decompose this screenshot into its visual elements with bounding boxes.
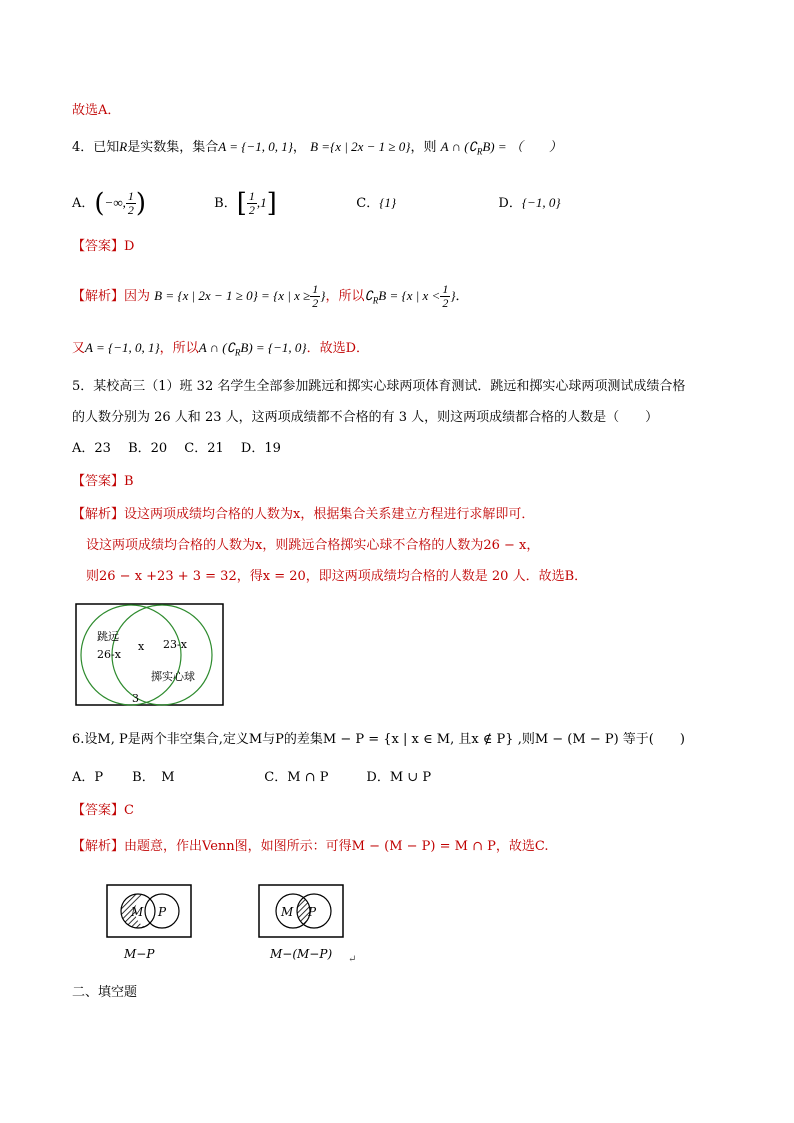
svg-text:M: M (131, 905, 144, 919)
q4-option-c: C．{1} (356, 195, 397, 211)
q5-analysis: 【解析】设这两项成绩均合格的人数为x，根据集合关系建立方程进行求解即可． (72, 507, 535, 522)
q6-options (72, 769, 431, 787)
venn-value-left: 26-x (97, 648, 121, 661)
svg-text:P: P (308, 905, 317, 919)
q5-analysis-step1: 设这两项成绩均合格的人数为x，则跳远合格掷实心球不合格的人数为26 − x， (86, 538, 540, 553)
q4-option-a: A．(−∞, $\frac{1}{2}$ ) (72, 188, 146, 219)
venn6-caption-1: M−P (124, 947, 155, 961)
q5-answer: 【答案】B (72, 474, 134, 489)
q6-answer: 【答案】C (72, 803, 134, 818)
q4-option-d: D．{−1, 0} (498, 195, 561, 211)
section-title-fill-in: 二、填空题 (72, 985, 138, 1000)
venn6-caption-2: M−(M−P) (270, 947, 333, 961)
q5-stem-line1: 5．某校高三（1）班 32 名学生全部参加跳远和掷实心球两项体育测试．跳远和掷实心球两项测试成绩合格 (72, 379, 686, 394)
q5-venn-diagram (75, 603, 224, 707)
return-mark-icon: ↵ (348, 954, 357, 965)
venn-value-outside: 3 (132, 692, 139, 705)
q6-option-d: D．M ∪ P (366, 770, 432, 785)
venn-value-middle: x (138, 640, 145, 653)
q6-stem: 6.设M, P是两个非空集合,定义M与P的差集M − P = {x | x ∈ M, 且x ∉ P} ,则M − (M − P) 等于( ) (72, 732, 685, 747)
svg-text:M: M (281, 905, 294, 919)
q5-stem-line2: 的人数分别为 26 人和 23 人，这两项成绩都不合格的有 3 人，则这两项成绩都合格的人数是（ ） (72, 410, 659, 425)
q5-analysis-step2: 则26 − x +23 + 3 = 32，得x = 20，即这两项成绩均合格的人数是 20 人．故选B． (86, 569, 588, 584)
q6-analysis: 【解析】由题意，作出Venn图，如图所示：可得M − (M − P) = M ∩ P，故选C. (72, 839, 549, 854)
q4-analysis: 【解析】因为 B = {x | 2x − 1 ≥ 0} = {x | x ≥ $\frac{1}{2}$ }，所以$∁_RB = \{x$ | x < $\frac{1}{2}$ }． (72, 282, 469, 310)
q4-stem: 4．已知R是实数集，集合A = {−1, 0, 1}， B ={x | 2x − 1 ≥ 0}，则 A ∩ $(∁_RB)$ = （ ） (72, 139, 562, 157)
q6-venn-figure-1 (106, 884, 196, 966)
q5-options: A．23 B．20 C．21 D．19 (72, 441, 281, 456)
q6-option-c: C．M ∩ P (264, 770, 329, 785)
q6-option-b: B． M (132, 770, 175, 785)
venn-label-shot-put: 掷实心球 (151, 670, 195, 683)
venn6-frame-1 (107, 885, 191, 937)
svg-text:P: P (158, 905, 167, 919)
venn-label-long-jump: 跳远 (97, 630, 119, 643)
q3-conclusion: 故选A． (72, 103, 121, 118)
q4-option-b: B．[ $\frac{1}{2}$ ,1] (214, 188, 277, 219)
q6-venn-figure-2 (258, 884, 378, 970)
q4-analysis-conclusion: 又A = {−1, 0, 1}，所以A ∩ $(∁_RB) = \{-1$, 0}．故选D． (72, 340, 370, 358)
q4-answer: 【答案】D (72, 239, 135, 254)
venn-value-right: 23-x (163, 638, 187, 651)
q6-option-a: A．P (72, 770, 104, 785)
q4-options (72, 186, 561, 220)
